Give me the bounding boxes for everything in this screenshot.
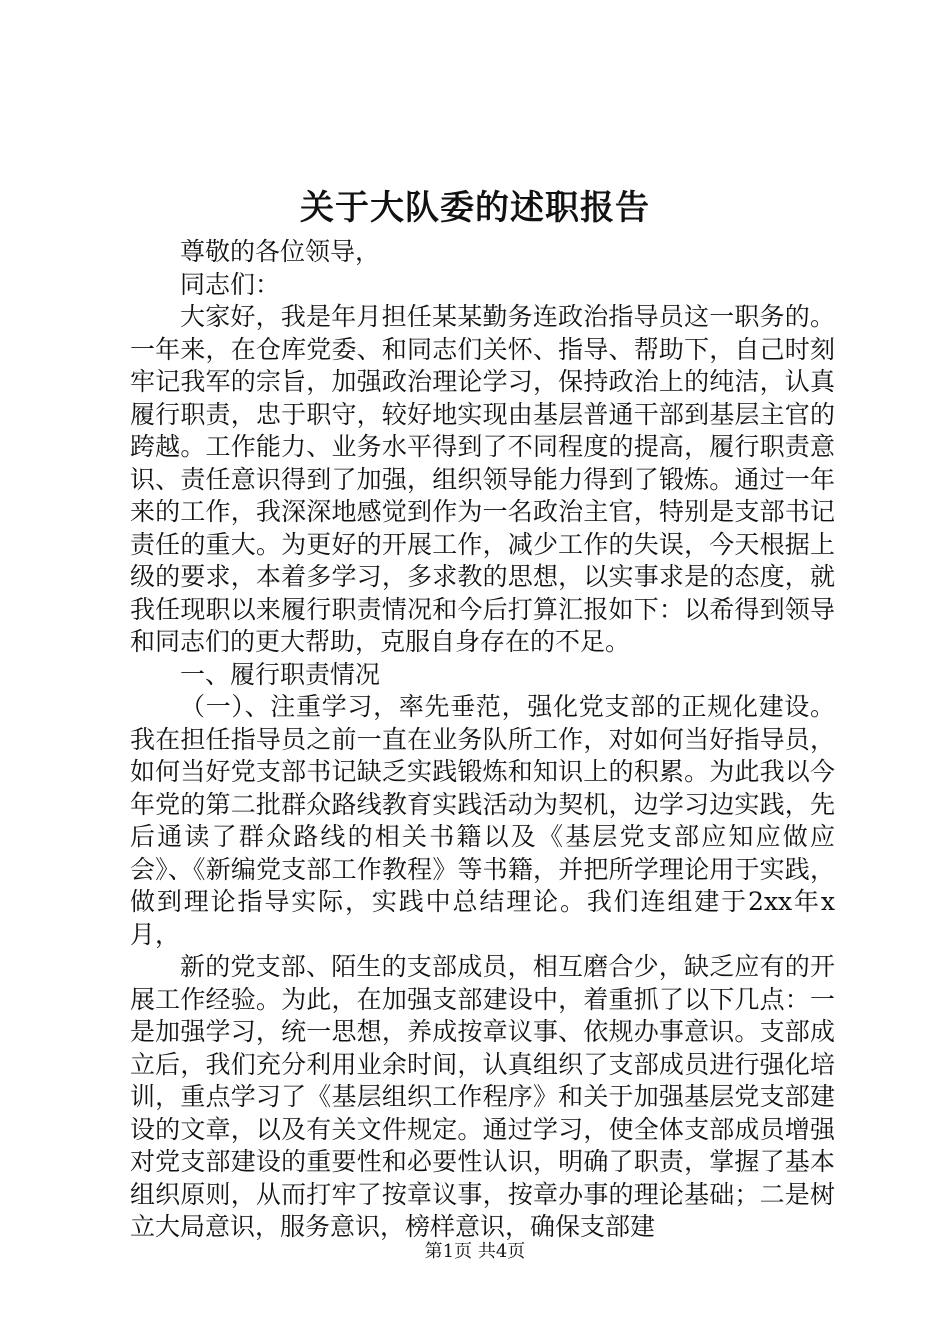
- salutation-line: 同志们：: [180, 269, 281, 299]
- document-title: 关于大队委的述职报告: [300, 188, 650, 228]
- document-body: [130, 236, 835, 1244]
- body-paragraph: 大家好，我是年月担任某某勤务连政治指导员这一职务的。一年来，在仓库党委、和同志们关怀、指导、帮助下，自己时刻牢记我军的宗旨，加强政治理论学习，保持政治上的纯洁，认真履行职责，忠于职守，较好地实现由基层普通干部到基层主官的跨越。工作能力、业务水平得到了不同程度的提高，履行职责意识、责任意识得到了加强，组织领导能力得到了锻炼。通过一年来的工作，我深深地感觉到作为一名政治主官，特别是支部书记责任的重大。为更好的开展工作，减少工作的失误，今天根据上级的要求，本着多学习，多求教的思想，以实事求是的态度，就我任现职以来履行职责情况和今后打算汇报如下：以希得到领导和同志们的更大帮助，克服自身存在的不足。: [130, 302, 835, 656]
- page-footer: 第1页 共4页: [424, 1241, 526, 1262]
- salutation-line: 尊敬的各位领导，: [180, 237, 381, 266]
- section-heading: 一、履行职责情况: [180, 659, 381, 689]
- body-paragraph: 新的党支部、陌生的支部成员，相互磨合少，缺乏应有的开展工作经验。为此，在加强支部建设中，着重抓了以下几点：一是加强学习，统一思想，养成按章议事、依规办事意识。支部成立后，我们充分利用业余时间，认真组织了支部成员进行强化培训，重点学习了《基层组织工作程序》和关于加强基层党支部建设的文章，以及有关文件规定。通过学习，使全体支部成员增强对党支部建设的重要性和必要性认识，明确了职责，掌握了基本组织原则，从而打牢了按章议事，按章办事的理论基础；二是树立大局意识，服务意识，榜样意识，确保支部建: [130, 952, 835, 1241]
- body-paragraph: （一）、注重学习，率先垂范，强化党支部的正规化建设。我在担任指导员之前一直在业务队所工作，对如何当好指导员，如何当好党支部书记缺乏实践锻炼和知识上的积累。为此我以今年党的第二批群众路线教育实践活动为契机，边学习边实践，先后通读了群众路线的相关书籍以及《基层党支部应知应做应会》、《新编党支部工作教程》等书籍，并把所学理论用于实践，做到理论指导实际，实践中总结理论。我们连组建于2xx年x月，: [130, 692, 835, 949]
